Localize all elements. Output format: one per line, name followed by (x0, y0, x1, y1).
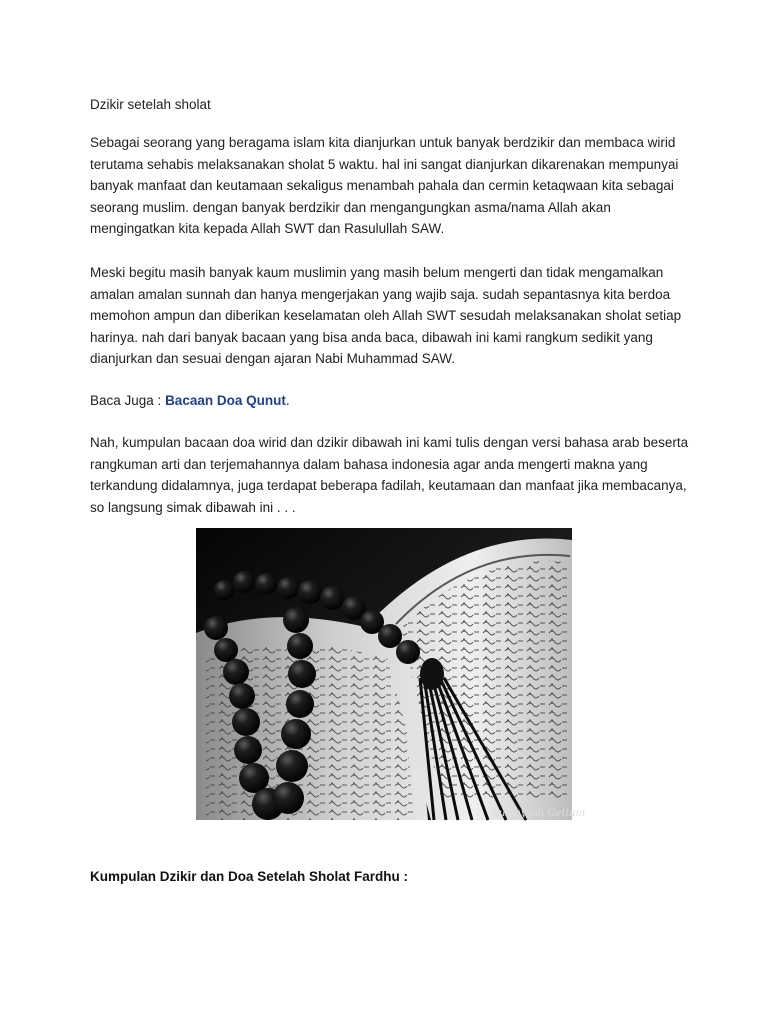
paragraph-line: terutama sehabis melaksanakan sholat 5 waktu. hal ini sangat dianjurkan dikarenakan mempunyai (90, 156, 679, 172)
baca-juga-line (90, 390, 700, 412)
baca-juga-prefix: Baca Juga : (90, 393, 166, 408)
paragraph-third (90, 432, 700, 518)
paragraph-second (90, 262, 700, 370)
paragraph-line: seorang muslim. dengan banyak berdzikir dan mengangungkan asma/nama Allah akan (90, 199, 611, 215)
paragraph-line: amalan amalan sunnah dan hanya mengerjakan yang wajib saja. sudah sepantasnya kita berdoa (90, 286, 671, 302)
quran-prayer-beads-photo (196, 528, 586, 820)
paragraph-line: terkandung didalamnya, juga terdapat beberapa fadilah, keutamaan dan manfaat jika membacanya, (90, 478, 687, 494)
paragraph-line: harinya. nah dari banyak bacaan yang bisa anda baca, dibawah ini kami rangkum sedikit yang (90, 329, 653, 345)
paragraph-line: Meski begitu masih banyak kaum muslimin yang masih belum mengerti dan tidak mengamalkan (90, 265, 664, 280)
paragraph-line: dianjurkan dan sesuai dengan ajaran Nabi Muhammad SAW. (90, 351, 455, 367)
paragraph-line: banyak manfaat dan keutamaan sekaligus menambah pahala dan cermin ketaqwaan kita sebagai (90, 178, 674, 194)
paragraph-line: memohon ampun dan diberikan keselamatan oleh Allah SWT sesudah melaksanakan sholat setiap (90, 308, 682, 324)
paragraph-line: Nah, kumpulan bacaan doa wirid dan dzikir dibawah ini kami tulis dengan versi bahasa arab beserta (90, 435, 689, 450)
paragraph-intro (90, 132, 700, 240)
photo-credit: Sumayyah Gettani (492, 808, 586, 819)
paragraph-line: rangkuman arti dan terjemahannya dalam bahasa indonesia agar anda mengerti makna yang (90, 456, 648, 472)
paragraph-line: Sebagai seorang yang beragama islam kita dianjurkan untuk banyak berdzikir dan membaca wirid (90, 135, 676, 150)
section-heading: Kumpulan Dzikir dan Doa Setelah Sholat Fardhu : (90, 869, 409, 884)
baca-juga-suffix: . (285, 393, 290, 408)
paragraph-line: so langsung simak dibawah ini . . . (90, 499, 296, 515)
bacaan-doa-qunut-link[interactable]: Bacaan Doa Qunut (165, 393, 286, 408)
document-title: Dzikir setelah sholat (90, 97, 211, 112)
photo-illustration (196, 528, 586, 820)
paragraph-line: mengingatkan kita kepada Allah SWT dan Rasulullah SAW. (90, 221, 445, 237)
